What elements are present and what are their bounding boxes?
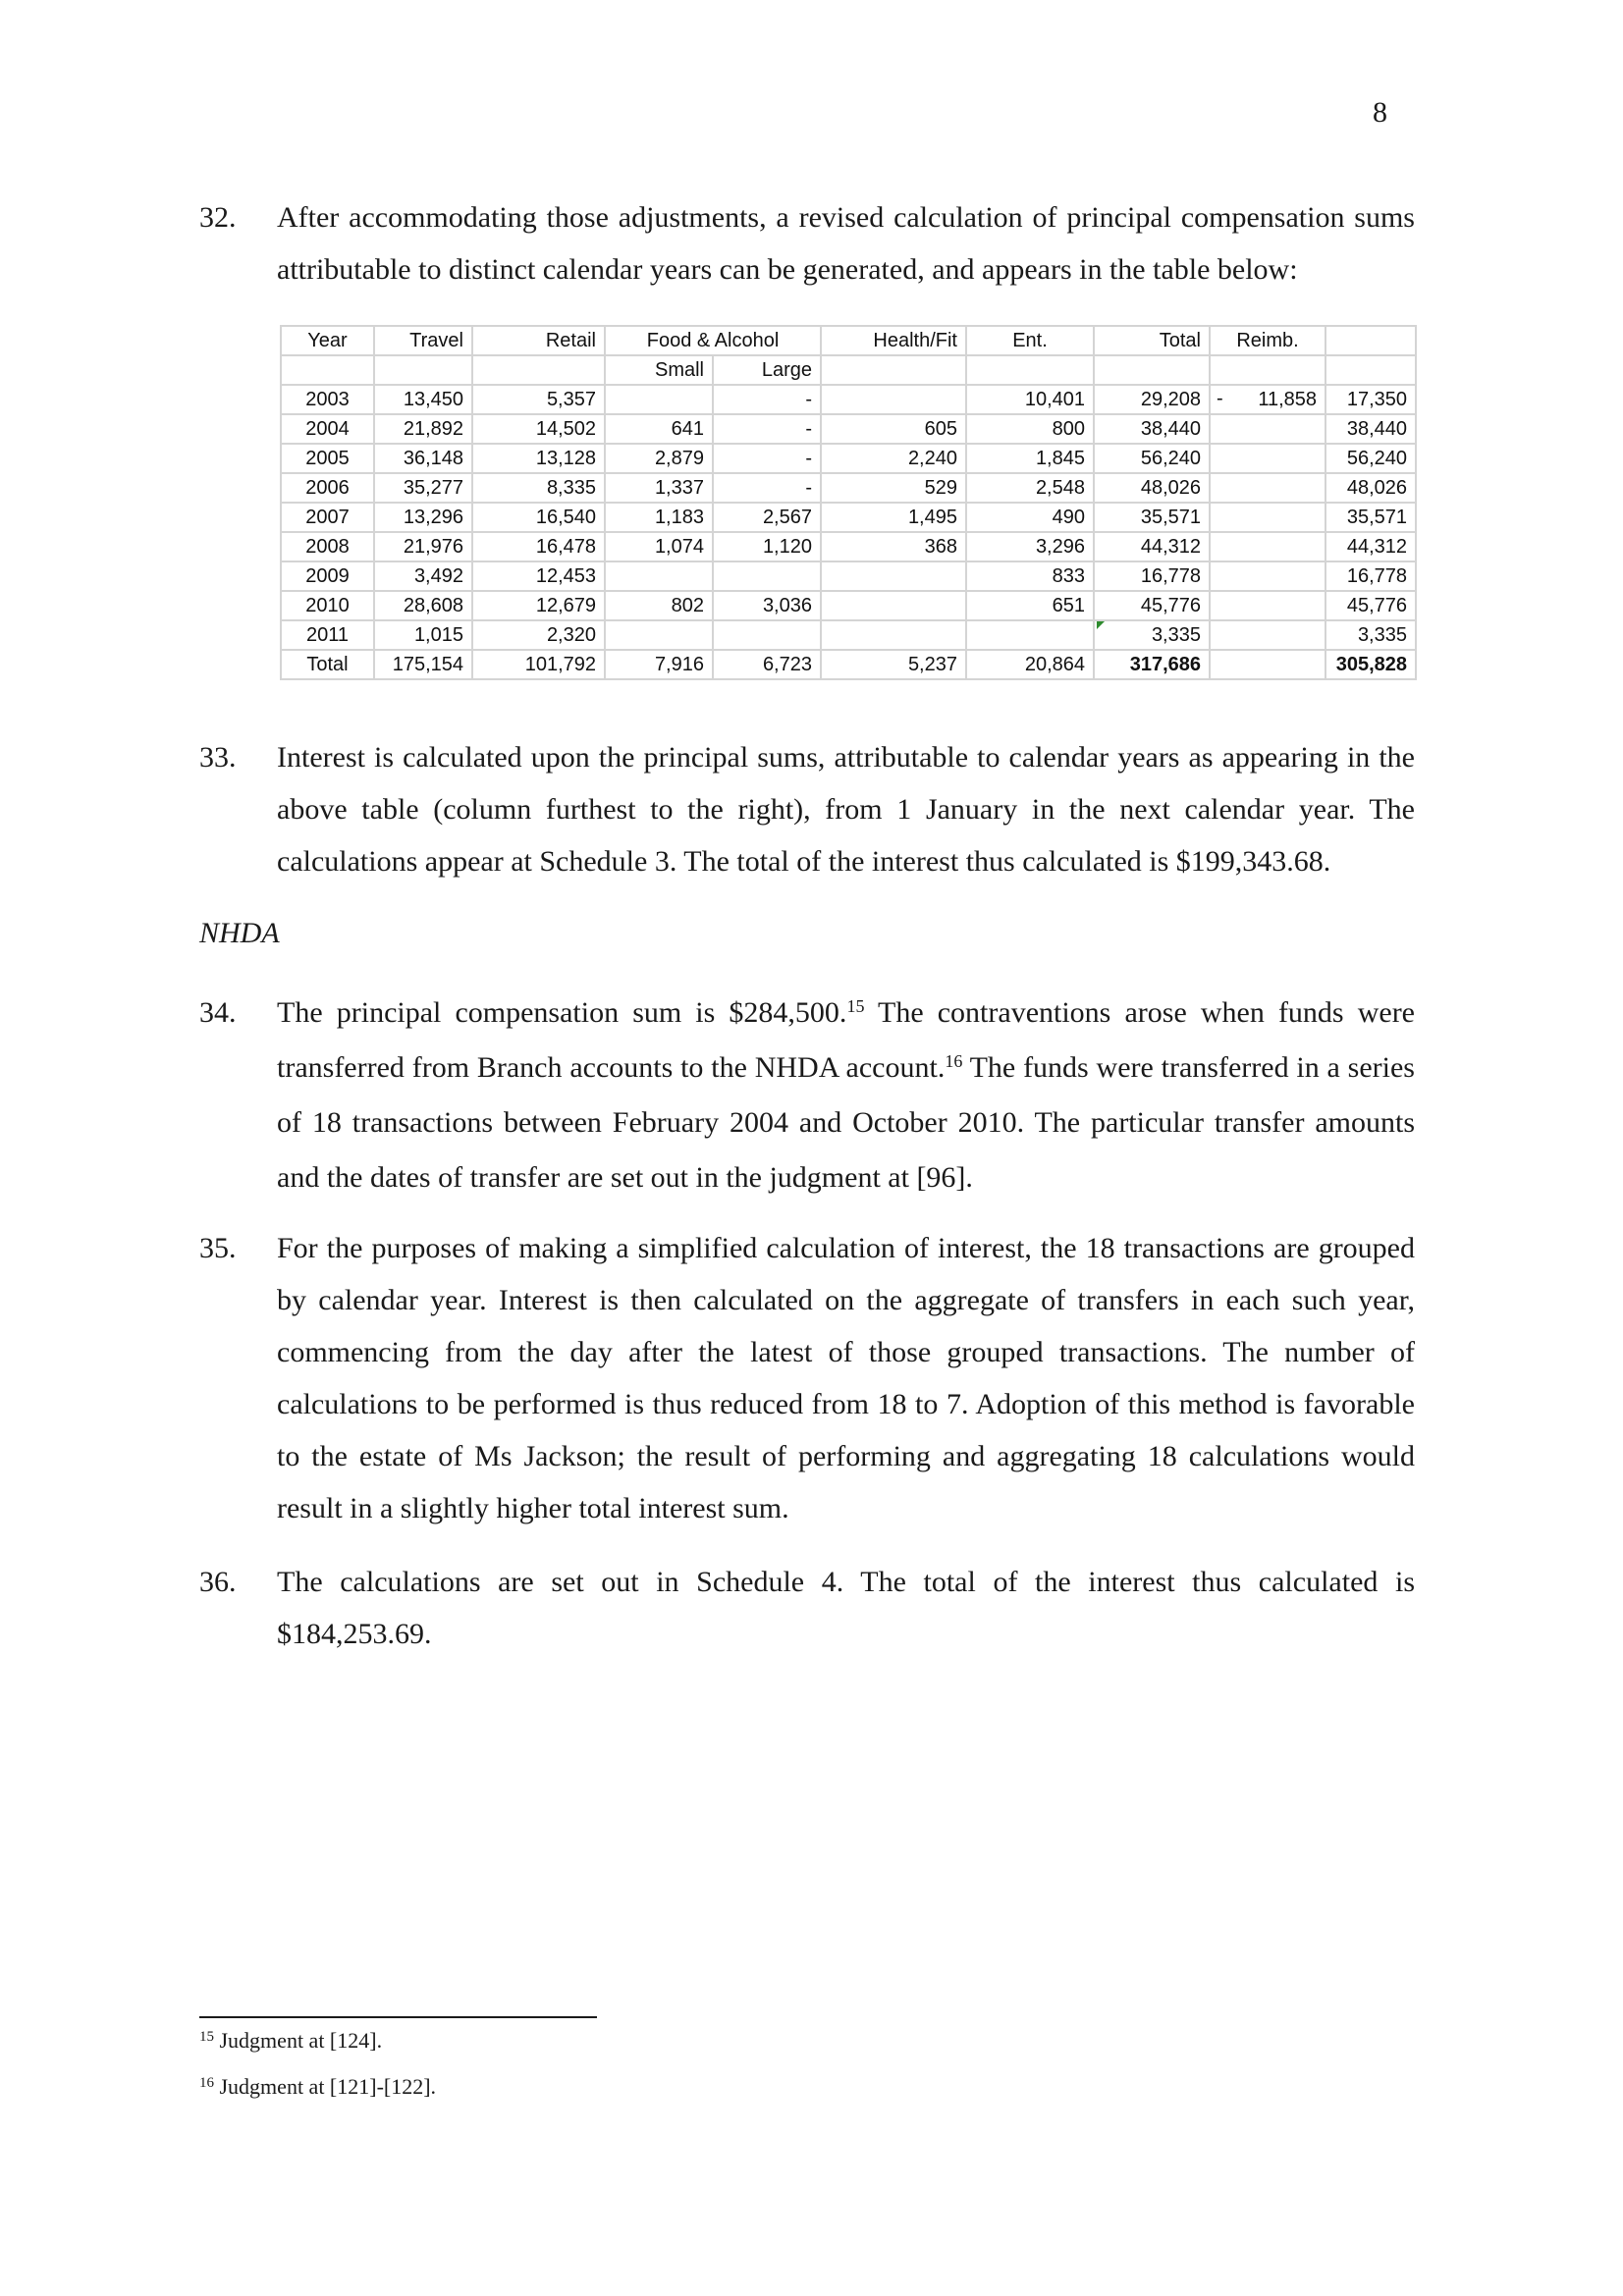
paragraph-34 <box>199 986 1415 1205</box>
cell-travel: 35,277 <box>374 473 472 503</box>
header-year: Year <box>281 326 374 355</box>
cell-total: 317,686 <box>1094 650 1210 679</box>
paragraph-number: 33. <box>199 741 237 774</box>
cell-year: 2011 <box>281 620 374 650</box>
cell-ent: 3,296 <box>966 532 1094 561</box>
cell-large <box>713 620 821 650</box>
cell-travel: 3,492 <box>374 561 472 591</box>
cell-retail: 12,453 <box>472 561 605 591</box>
cell-reimb <box>1210 444 1325 473</box>
cell-retail: 8,335 <box>472 473 605 503</box>
cell-net: 44,312 <box>1325 532 1416 561</box>
paragraph-36 <box>199 1556 1415 1660</box>
paragraph-text-part: The principal compensation sum is $284,500. <box>277 996 847 1029</box>
empty-cell <box>821 355 966 385</box>
header-total: Total <box>1094 326 1210 355</box>
footnote-number: 15 <box>199 2029 214 2045</box>
cell-health <box>821 385 966 414</box>
paragraph-text-part: The funds were transferred in a series of 18 transactions between February 2004 and October 2010. The particular transfer amounts and the dates of transfer are set out in the judgment at [96]. <box>277 1051 1415 1194</box>
cell-total: 29,208 <box>1094 385 1210 414</box>
header-retail: Retail <box>472 326 605 355</box>
cell-net: 38,440 <box>1325 414 1416 444</box>
cell-ent: 490 <box>966 503 1094 532</box>
cell-travel: 175,154 <box>374 650 472 679</box>
cell-health: 529 <box>821 473 966 503</box>
cell-reimb <box>1210 473 1325 503</box>
cell-total: 38,440 <box>1094 414 1210 444</box>
cell-net: 45,776 <box>1325 591 1416 620</box>
cell-large: 1,120 <box>713 532 821 561</box>
paragraph-text: After accommodating those adjustments, a revised calculation of principal compensation sums attributable to distinct calendar years can be generated, and appears in the table below: <box>277 201 1415 286</box>
empty-cell <box>281 355 374 385</box>
cell-ent: 10,401 <box>966 385 1094 414</box>
cell-total: 35,571 <box>1094 503 1210 532</box>
cell-total <box>1094 620 1210 650</box>
page-number: 8 <box>1373 96 1387 129</box>
table-row <box>281 385 1416 414</box>
cell-small: 1,183 <box>605 503 713 532</box>
cell-total-value: 3,335 <box>1151 623 1201 646</box>
cell-small: 7,916 <box>605 650 713 679</box>
total-row <box>281 650 1416 679</box>
cell-reimb <box>1210 503 1325 532</box>
minus-sign: - <box>1217 388 1223 409</box>
empty-cell <box>374 355 472 385</box>
header-health: Health/Fit <box>821 326 966 355</box>
cell-large: 6,723 <box>713 650 821 679</box>
cell-travel: 1,015 <box>374 620 472 650</box>
paragraph-text <box>277 986 1415 1205</box>
cell-travel: 28,608 <box>374 591 472 620</box>
cell-total: 45,776 <box>1094 591 1210 620</box>
cell-year: 2003 <box>281 385 374 414</box>
cell-small: 1,074 <box>605 532 713 561</box>
cell-year: Total <box>281 650 374 679</box>
cell-year: 2010 <box>281 591 374 620</box>
cell-ent: 800 <box>966 414 1094 444</box>
cell-year: 2008 <box>281 532 374 561</box>
cell-ent: 651 <box>966 591 1094 620</box>
cell-ent <box>966 620 1094 650</box>
cell-small: 802 <box>605 591 713 620</box>
cell-health: 1,495 <box>821 503 966 532</box>
cell-total: 16,778 <box>1094 561 1210 591</box>
section-heading: NHDA <box>199 917 280 949</box>
table-row <box>281 591 1416 620</box>
cell-large: - <box>713 385 821 414</box>
empty-cell <box>1210 355 1325 385</box>
header-ent: Ent. <box>966 326 1094 355</box>
header-travel: Travel <box>374 326 472 355</box>
table-row <box>281 620 1416 650</box>
error-indicator-icon <box>1097 621 1105 629</box>
cell-year: 2006 <box>281 473 374 503</box>
subheader-large: Large <box>713 355 821 385</box>
cell-ent: 833 <box>966 561 1094 591</box>
cell-large: - <box>713 444 821 473</box>
cell-large <box>713 561 821 591</box>
cell-reimb <box>1210 414 1325 444</box>
empty-cell <box>1094 355 1210 385</box>
footnote-divider <box>199 2016 597 2018</box>
paragraph-text: The calculations are set out in Schedule 4. The total of the interest thus calculated is $184,253.69. <box>277 1566 1415 1650</box>
cell-health: 5,237 <box>821 650 966 679</box>
footnote-ref[interactable]: 16 <box>945 1051 963 1071</box>
cell-reimb <box>1210 620 1325 650</box>
table-row <box>281 414 1416 444</box>
footnote-16 <box>199 2074 436 2100</box>
cell-retail: 2,320 <box>472 620 605 650</box>
cell-retail: 12,679 <box>472 591 605 620</box>
cell-ent: 20,864 <box>966 650 1094 679</box>
cell-ent: 2,548 <box>966 473 1094 503</box>
cell-travel: 21,976 <box>374 532 472 561</box>
cell-health: 368 <box>821 532 966 561</box>
compensation-table <box>280 325 1417 680</box>
cell-small <box>605 561 713 591</box>
footnote-15 <box>199 2028 382 2054</box>
cell-small <box>605 620 713 650</box>
cell-net: 16,778 <box>1325 561 1416 591</box>
paragraph-text: For the purposes of making a simplified calculation of interest, the 18 transactions are grouped by calendar year. Interest is then calculated on the aggregate of transfers in each such year, commencing from the day after the latest of those grouped transactions. The number of calculations to be performed is thus reduced from 18 to 7. Adoption of this method is favorable to the estate of Ms Jackson; the result of performing and aggregating 18 calculations would result in a slightly higher total interest sum. <box>277 1232 1415 1524</box>
cell-total: 44,312 <box>1094 532 1210 561</box>
footnote-text: Judgment at [124]. <box>219 2028 383 2053</box>
cell-reimb-value: 11,858 <box>1258 388 1317 410</box>
cell-year: 2007 <box>281 503 374 532</box>
cell-net: 35,571 <box>1325 503 1416 532</box>
empty-cell <box>966 355 1094 385</box>
cell-reimb <box>1210 561 1325 591</box>
paragraph-35 <box>199 1222 1415 1534</box>
cell-retail: 16,478 <box>472 532 605 561</box>
cell-reimb <box>1210 650 1325 679</box>
cell-large: 2,567 <box>713 503 821 532</box>
cell-retail: 101,792 <box>472 650 605 679</box>
header-row <box>281 326 1416 355</box>
paragraph-text-part: The contraventions arose when funds were transferred from Branch accounts to the NHDA account. <box>277 996 1415 1084</box>
table-row <box>281 532 1416 561</box>
paragraph-number: 35. <box>199 1232 237 1264</box>
cell-year: 2004 <box>281 414 374 444</box>
cell-year: 2005 <box>281 444 374 473</box>
header-reimb: Reimb. <box>1210 326 1325 355</box>
table-row <box>281 503 1416 532</box>
cell-total: 56,240 <box>1094 444 1210 473</box>
cell-small: 641 <box>605 414 713 444</box>
cell-small: 1,337 <box>605 473 713 503</box>
cell-health: 605 <box>821 414 966 444</box>
cell-reimb <box>1210 591 1325 620</box>
cell-net: 48,026 <box>1325 473 1416 503</box>
cell-net: 17,350 <box>1325 385 1416 414</box>
paragraph-32 <box>199 191 1415 295</box>
paragraph-number: 34. <box>199 996 237 1029</box>
subheader-small: Small <box>605 355 713 385</box>
cell-retail: 14,502 <box>472 414 605 444</box>
cell-travel: 13,296 <box>374 503 472 532</box>
cell-retail: 5,357 <box>472 385 605 414</box>
cell-travel: 13,450 <box>374 385 472 414</box>
cell-retail: 16,540 <box>472 503 605 532</box>
cell-large: - <box>713 473 821 503</box>
table-row <box>281 473 1416 503</box>
cell-health <box>821 591 966 620</box>
paragraph-number: 36. <box>199 1566 237 1598</box>
cell-large: 3,036 <box>713 591 821 620</box>
cell-travel: 36,148 <box>374 444 472 473</box>
cell-total: 48,026 <box>1094 473 1210 503</box>
cell-small <box>605 385 713 414</box>
cell-reimb <box>1210 385 1325 414</box>
cell-small: 2,879 <box>605 444 713 473</box>
empty-cell <box>1325 355 1416 385</box>
cell-health <box>821 561 966 591</box>
cell-net: 3,335 <box>1325 620 1416 650</box>
paragraph-text: Interest is calculated upon the principal sums, attributable to calendar years as appearing in the above table (column furthest to the right), from 1 January in the next calendar year. The calculations appear at Schedule 3. The total of the interest thus calculated is $199,343.68. <box>277 741 1415 878</box>
cell-net: 56,240 <box>1325 444 1416 473</box>
cell-health <box>821 620 966 650</box>
cell-ent: 1,845 <box>966 444 1094 473</box>
cell-health: 2,240 <box>821 444 966 473</box>
paragraph-number: 32. <box>199 201 237 234</box>
footnote-ref[interactable]: 15 <box>846 996 865 1016</box>
paragraph-33 <box>199 731 1415 887</box>
footnote-number: 16 <box>199 2075 214 2091</box>
header-food-alcohol: Food & Alcohol <box>605 326 821 355</box>
header-net <box>1325 326 1416 355</box>
subheader-row <box>281 355 1416 385</box>
cell-net: 305,828 <box>1325 650 1416 679</box>
cell-retail: 13,128 <box>472 444 605 473</box>
cell-reimb <box>1210 532 1325 561</box>
cell-travel: 21,892 <box>374 414 472 444</box>
table-row <box>281 444 1416 473</box>
cell-year: 2009 <box>281 561 374 591</box>
table-row <box>281 561 1416 591</box>
empty-cell <box>472 355 605 385</box>
cell-large: - <box>713 414 821 444</box>
footnote-text: Judgment at [121]-[122]. <box>219 2074 437 2099</box>
